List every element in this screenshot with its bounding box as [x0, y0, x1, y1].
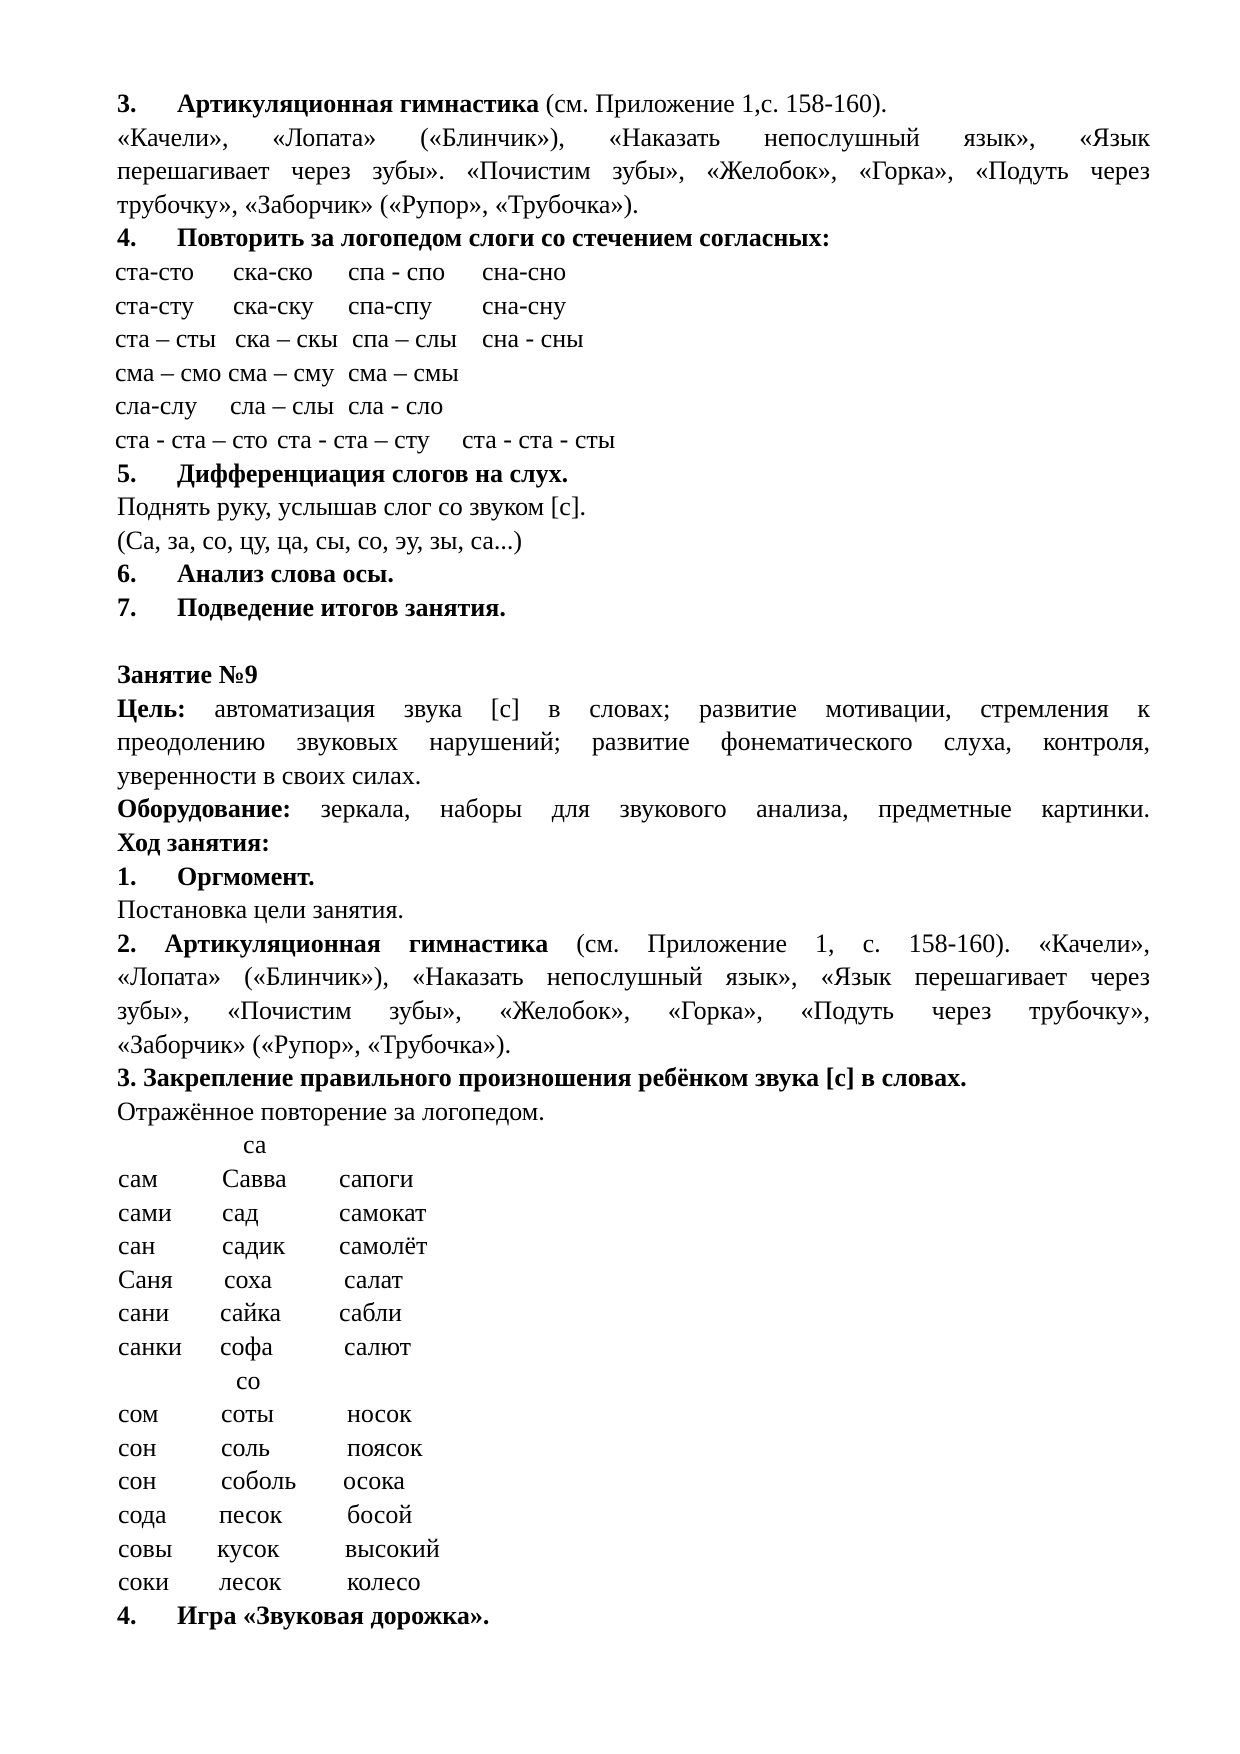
section-heading-orgmoment: [117, 860, 1150, 894]
equipment-label: Оборудование:: [117, 794, 292, 824]
word-cell: садик: [222, 1231, 286, 1261]
word-cell: сан: [118, 1231, 156, 1261]
item-reference: (см. Приложение 1,с. 158-160).: [539, 89, 888, 118]
goal-label: Цель:: [117, 693, 186, 723]
syllable-cell: ста-сту: [115, 290, 194, 320]
syllable-cell: спа – слы: [352, 324, 457, 354]
syllable-cell: сма – смо: [115, 357, 222, 387]
word-cell: соки: [118, 1567, 170, 1597]
word-cell: Саня: [118, 1264, 173, 1294]
word-cell: сон: [118, 1466, 157, 1496]
word-cell: высокий: [345, 1533, 440, 1563]
paragraph-line: Поднять руку, услышав слог со звуком [с].: [117, 492, 586, 522]
paragraph-line: «Качели», «Лопата» («Блинчик»), «Наказать непослушный язык», «Язык: [117, 122, 1150, 152]
item-title: Оргмомент.: [177, 861, 315, 891]
syllable-cell: сна-сну: [482, 290, 567, 320]
syllable-cell: сла – слы: [230, 391, 335, 421]
word-cell: поясок: [347, 1432, 423, 1462]
syllable-cell: сна - сны: [482, 324, 584, 354]
item-number: 4.: [117, 223, 137, 253]
syllable-row: [117, 423, 1150, 457]
word-row: [117, 1296, 1150, 1330]
syllable-row: [117, 255, 1150, 289]
word-cell: лесок: [219, 1567, 282, 1597]
paragraph-line: зубы», «Почистим зубы», «Желобок», «Горка», «Подуть через трубочку»,: [117, 996, 1150, 1026]
goal-line: преодолению звуковых нарушений; развитие фонематического слуха, контроля,: [117, 727, 1150, 757]
item-reference: (см. Приложение 1, с. 158-160). «Качели»,: [548, 928, 1151, 958]
word-cell: самокат: [339, 1197, 427, 1227]
item-title: Анализ слова осы.: [177, 559, 394, 589]
item-title: Артикуляционная гимнастика: [177, 89, 540, 118]
syllable-row: [117, 289, 1150, 323]
word-cell: сад: [222, 1197, 259, 1227]
paragraph-line: трубочку», «Заборчик» («Рупор», «Трубочка»).: [117, 189, 639, 219]
word-cell: сабли: [339, 1298, 402, 1328]
syllable-cell: ста-сто: [115, 256, 194, 286]
item-number: 6.: [117, 559, 137, 589]
word-row: [117, 1229, 1150, 1263]
word-cell: Савва: [222, 1164, 287, 1193]
syllable-cell: сна-сно: [482, 256, 567, 286]
syllable-cell: сма – смы: [348, 357, 459, 387]
word-cell: соль: [221, 1432, 271, 1462]
word-row: [117, 1162, 1150, 1196]
goal-line: уверенности в своих силах.: [117, 760, 422, 790]
spacer: [117, 625, 1150, 659]
word-cell: колесо: [347, 1567, 421, 1597]
syllable-row: [117, 322, 1150, 356]
word-cell: сами: [118, 1197, 172, 1227]
word-cell: сода: [118, 1499, 167, 1529]
word-row: [117, 1431, 1150, 1465]
word-row: [117, 1498, 1150, 1532]
syllable-cell: спа - спо: [348, 256, 446, 286]
lesson-heading: Занятие №9: [117, 660, 258, 690]
equipment-text: зеркала, наборы для звукового анализа, предметные картинки.: [291, 794, 1150, 824]
syllable-row: [117, 356, 1150, 390]
item-number: 4.: [117, 1600, 137, 1630]
word-cell: сапоги: [339, 1164, 414, 1193]
syllable-cell: сма – сму: [228, 357, 335, 387]
word-cell: сайка: [220, 1298, 282, 1328]
word-row: [117, 1565, 1150, 1599]
word-row: [117, 1397, 1150, 1431]
paragraph-line: Отражённое повторение за логопедом.: [117, 1096, 545, 1126]
word-cell: соха: [224, 1264, 273, 1294]
word-cell: санки: [118, 1331, 182, 1361]
section-heading-summary: [117, 591, 1150, 625]
item-title: Дифференциация слогов на слух.: [177, 458, 569, 488]
word-cell: совы: [118, 1533, 173, 1563]
word-cell: салют: [344, 1331, 412, 1361]
goal-line: [117, 692, 1150, 726]
word-row: [117, 1196, 1150, 1230]
word-cell: соболь: [221, 1466, 297, 1496]
syllable-cell: ста - ста - сты: [462, 424, 616, 454]
syllable-cell: ска-ску: [233, 290, 314, 320]
item-title: Повторить за логопедом слоги со стечением согласных:: [177, 223, 831, 253]
syllable-row: [117, 389, 1150, 423]
paragraph-line: (Са, за, со, цу, ца, сы, со, эу, зы, са...): [117, 525, 523, 555]
syllable-cell: сла-слу: [115, 391, 198, 421]
word-group-label: [117, 1364, 1150, 1398]
syllable-cell: ста – сты: [115, 324, 217, 354]
paragraph-line: «Лопата» («Блинчик»), «Наказать непослушный язык», «Язык перешагивает через: [117, 962, 1150, 992]
syllable-cell: сла - сло: [348, 391, 444, 421]
item-number: 1.: [117, 861, 137, 891]
word-cell: соты: [221, 1399, 275, 1429]
syllable-cell: ска – скы: [235, 324, 338, 354]
word-group-label: [117, 1128, 1150, 1162]
word-row: [117, 1532, 1150, 1566]
syllable-cell: ска-ско: [233, 256, 313, 286]
word-cell: кусок: [217, 1533, 280, 1563]
section-heading-differentiation: [117, 457, 1150, 491]
document-page: [117, 87, 1150, 1632]
word-row: [117, 1330, 1150, 1364]
word-cell: босой: [347, 1499, 413, 1529]
syllable-cell: ста - ста – сту: [277, 424, 430, 454]
section-heading-analysis: [117, 557, 1150, 591]
paragraph-line: «Заборчик» («Рупор», «Трубочка»).: [117, 1029, 512, 1059]
syllable-cell: спа-спу: [348, 290, 433, 320]
section-heading-consolidation: 3. Закрепление правильного произношения ребёнком звука [с] в словах.: [117, 1063, 967, 1093]
syllable-cell: ста - ста – сто: [115, 424, 268, 454]
group-label: со: [236, 1365, 261, 1395]
item-title: 2. Артикуляционная гимнастика: [117, 928, 549, 958]
goal-text: автоматизация звука [с] в словах; развитие мотивации, стремления к: [185, 693, 1150, 723]
word-cell: софа: [220, 1331, 273, 1361]
course-heading: Ход занятия:: [117, 828, 270, 858]
item-number: 7.: [117, 592, 137, 622]
paragraph-line: перешагивает через зубы». «Почистим зубы», «Желобок», «Горка», «Подуть через: [117, 156, 1150, 186]
section-heading-syllables: [117, 221, 1150, 255]
word-row: [117, 1263, 1150, 1297]
word-cell: осока: [343, 1466, 405, 1496]
word-cell: самолёт: [339, 1231, 428, 1261]
equipment-line: [117, 792, 1150, 826]
group-label: са: [243, 1130, 267, 1160]
word-cell: носок: [347, 1399, 412, 1429]
word-cell: песок: [219, 1499, 283, 1529]
paragraph-line: Постановка цели занятия.: [117, 895, 404, 925]
word-row: [117, 1464, 1150, 1498]
section-heading-articulation-2: [117, 927, 1150, 961]
item-number: 5.: [117, 458, 137, 488]
word-cell: сам: [118, 1164, 158, 1193]
word-cell: сон: [118, 1432, 157, 1462]
section-heading-sound-track-game: [117, 1599, 1150, 1633]
item-title: Игра «Звуковая дорожка».: [177, 1600, 490, 1630]
word-cell: сани: [118, 1298, 170, 1328]
word-cell: салат: [344, 1264, 403, 1294]
section-heading-articulation: [117, 87, 1150, 121]
item-number: 3.: [117, 89, 137, 118]
item-title: Подведение итогов занятия.: [177, 592, 506, 622]
word-cell: сом: [118, 1399, 159, 1429]
